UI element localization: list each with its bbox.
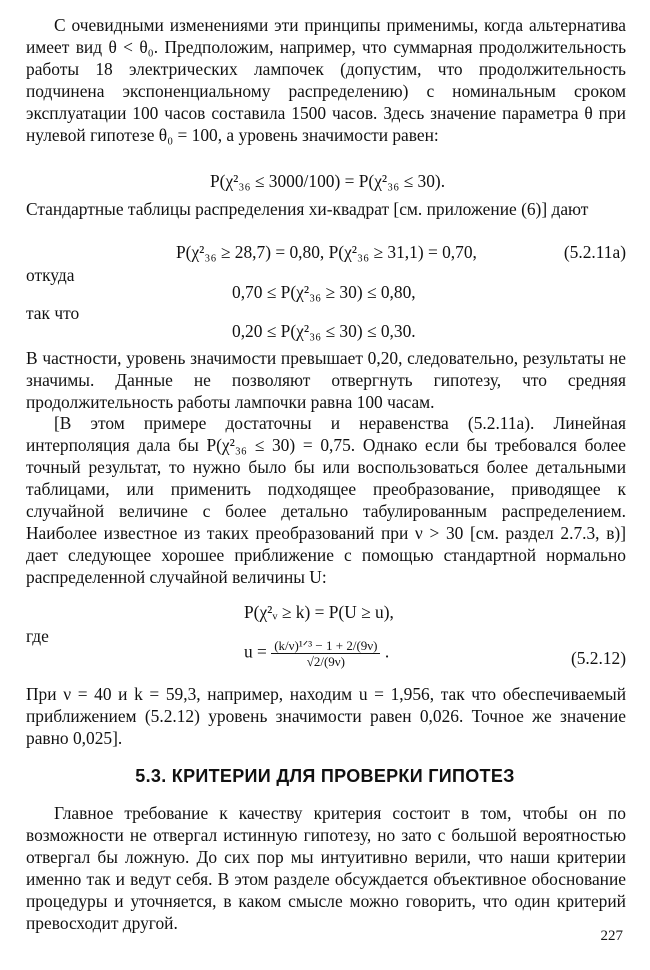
paragraph-5: При ν = 40 и k = 59,3, например, находим u = 1,956, так что обеспечиваемый приближением (5.2.12) уровень значимости равен 0,026. Точное же значение равно 0,025].: [26, 684, 626, 748]
label-otkuda: откуда: [26, 265, 75, 285]
formula-3: 0,70 ≤ P(χ²₃₆ ≥ 30) ≤ 0,80,: [232, 282, 416, 302]
section-heading: 5.3. КРИТЕРИИ ДЛЯ ПРОВЕРКИ ГИПОТЕЗ: [135, 766, 515, 786]
formula-1: P(χ²₃₆ ≤ 3000/100) = P(χ²₃₆ ≤ 30).: [210, 171, 446, 191]
equation-number-5-2-12: (5.2.12): [570, 648, 626, 668]
label-gde: где: [26, 626, 49, 646]
formula-5: P(χ²ᵥ ≥ k) = P(U ≥ u),: [244, 602, 394, 622]
formula-4: 0,20 ≤ P(χ²₃₆ ≤ 30) ≤ 0,30.: [232, 321, 416, 341]
formula-6-end: .: [384, 641, 390, 662]
paragraph-2: Стандартные таблицы распределения хи-квадрат [см. приложение (6)] дают: [26, 199, 589, 219]
formula-6: [244, 638, 389, 669]
formula-6-denominator: √2/(9ν): [306, 654, 345, 669]
formula-6-fraction: [271, 638, 380, 669]
formula-6-numerator: (k/ν)¹ᐟ³ − 1 + 2/(9ν): [271, 638, 380, 654]
paragraph-1: С очевидными изменениями эти принципы применимы, когда альтернатива имеет вид θ < θ₀. Предположим, например, что суммарная продолжительность работы 18 электрических лампочек (допустим, что продолжительность подчинена экспоненциальному распределению) с номинальным сроком эксплуатации 100 часов составила 1500 часов. Здесь значение параметра θ при нулевой гипотезе θ₀ = 100, а уровень значимости равен:: [26, 15, 626, 145]
paragraph-3: В частности, уровень значимости превышает 0,20, следовательно, результаты не значимы. Данные не позволяют отвергнуть гипотезу, что средняя продолжительность работы лампочки равна 100 часам.: [26, 348, 626, 412]
formula-2: P(χ²₃₆ ≥ 28,7) = 0,80, P(χ²₃₆ ≥ 31,1) = 0,70,: [176, 242, 477, 262]
page-number: 227: [600, 928, 623, 944]
equation-number-5-2-11a: (5.2.11a): [563, 242, 626, 262]
formula-6-lhs: u =: [244, 641, 267, 662]
paragraph-4: [В этом примере достаточны и неравенства (5.2.11a). Линейная интерполяция дала бы P(χ²₃₆ ≤ 30) = 0,75. Однако если бы требовался более точный результат, то нужно было бы или воспользоваться более детальными таблицами, или применить подходящее преобразование, приводящее к случайной величине с более детально табулированным распределением. Наиболее известное из таких преобразований при ν > 30 [см. раздел 2.7.3, в)] дает следующее хорошее приближение с помощью стандартной нормально распределенной случайной величины U:: [26, 413, 626, 587]
label-tak-chto: так что: [26, 303, 80, 323]
paragraph-6: Главное требование к качеству критерия состоит в том, чтобы он по возможности не отвергал истинную гипотезу, но зато с большой вероятностью отвергал бы ложную. До сих пор мы интуитивно верили, что наши критерии именно так и ведут себя. В этом разделе обсуждается объективное обоснование процедуры и уточняется, в каком смысле можно говорить, что один критерий превосходит другой.: [26, 803, 626, 933]
